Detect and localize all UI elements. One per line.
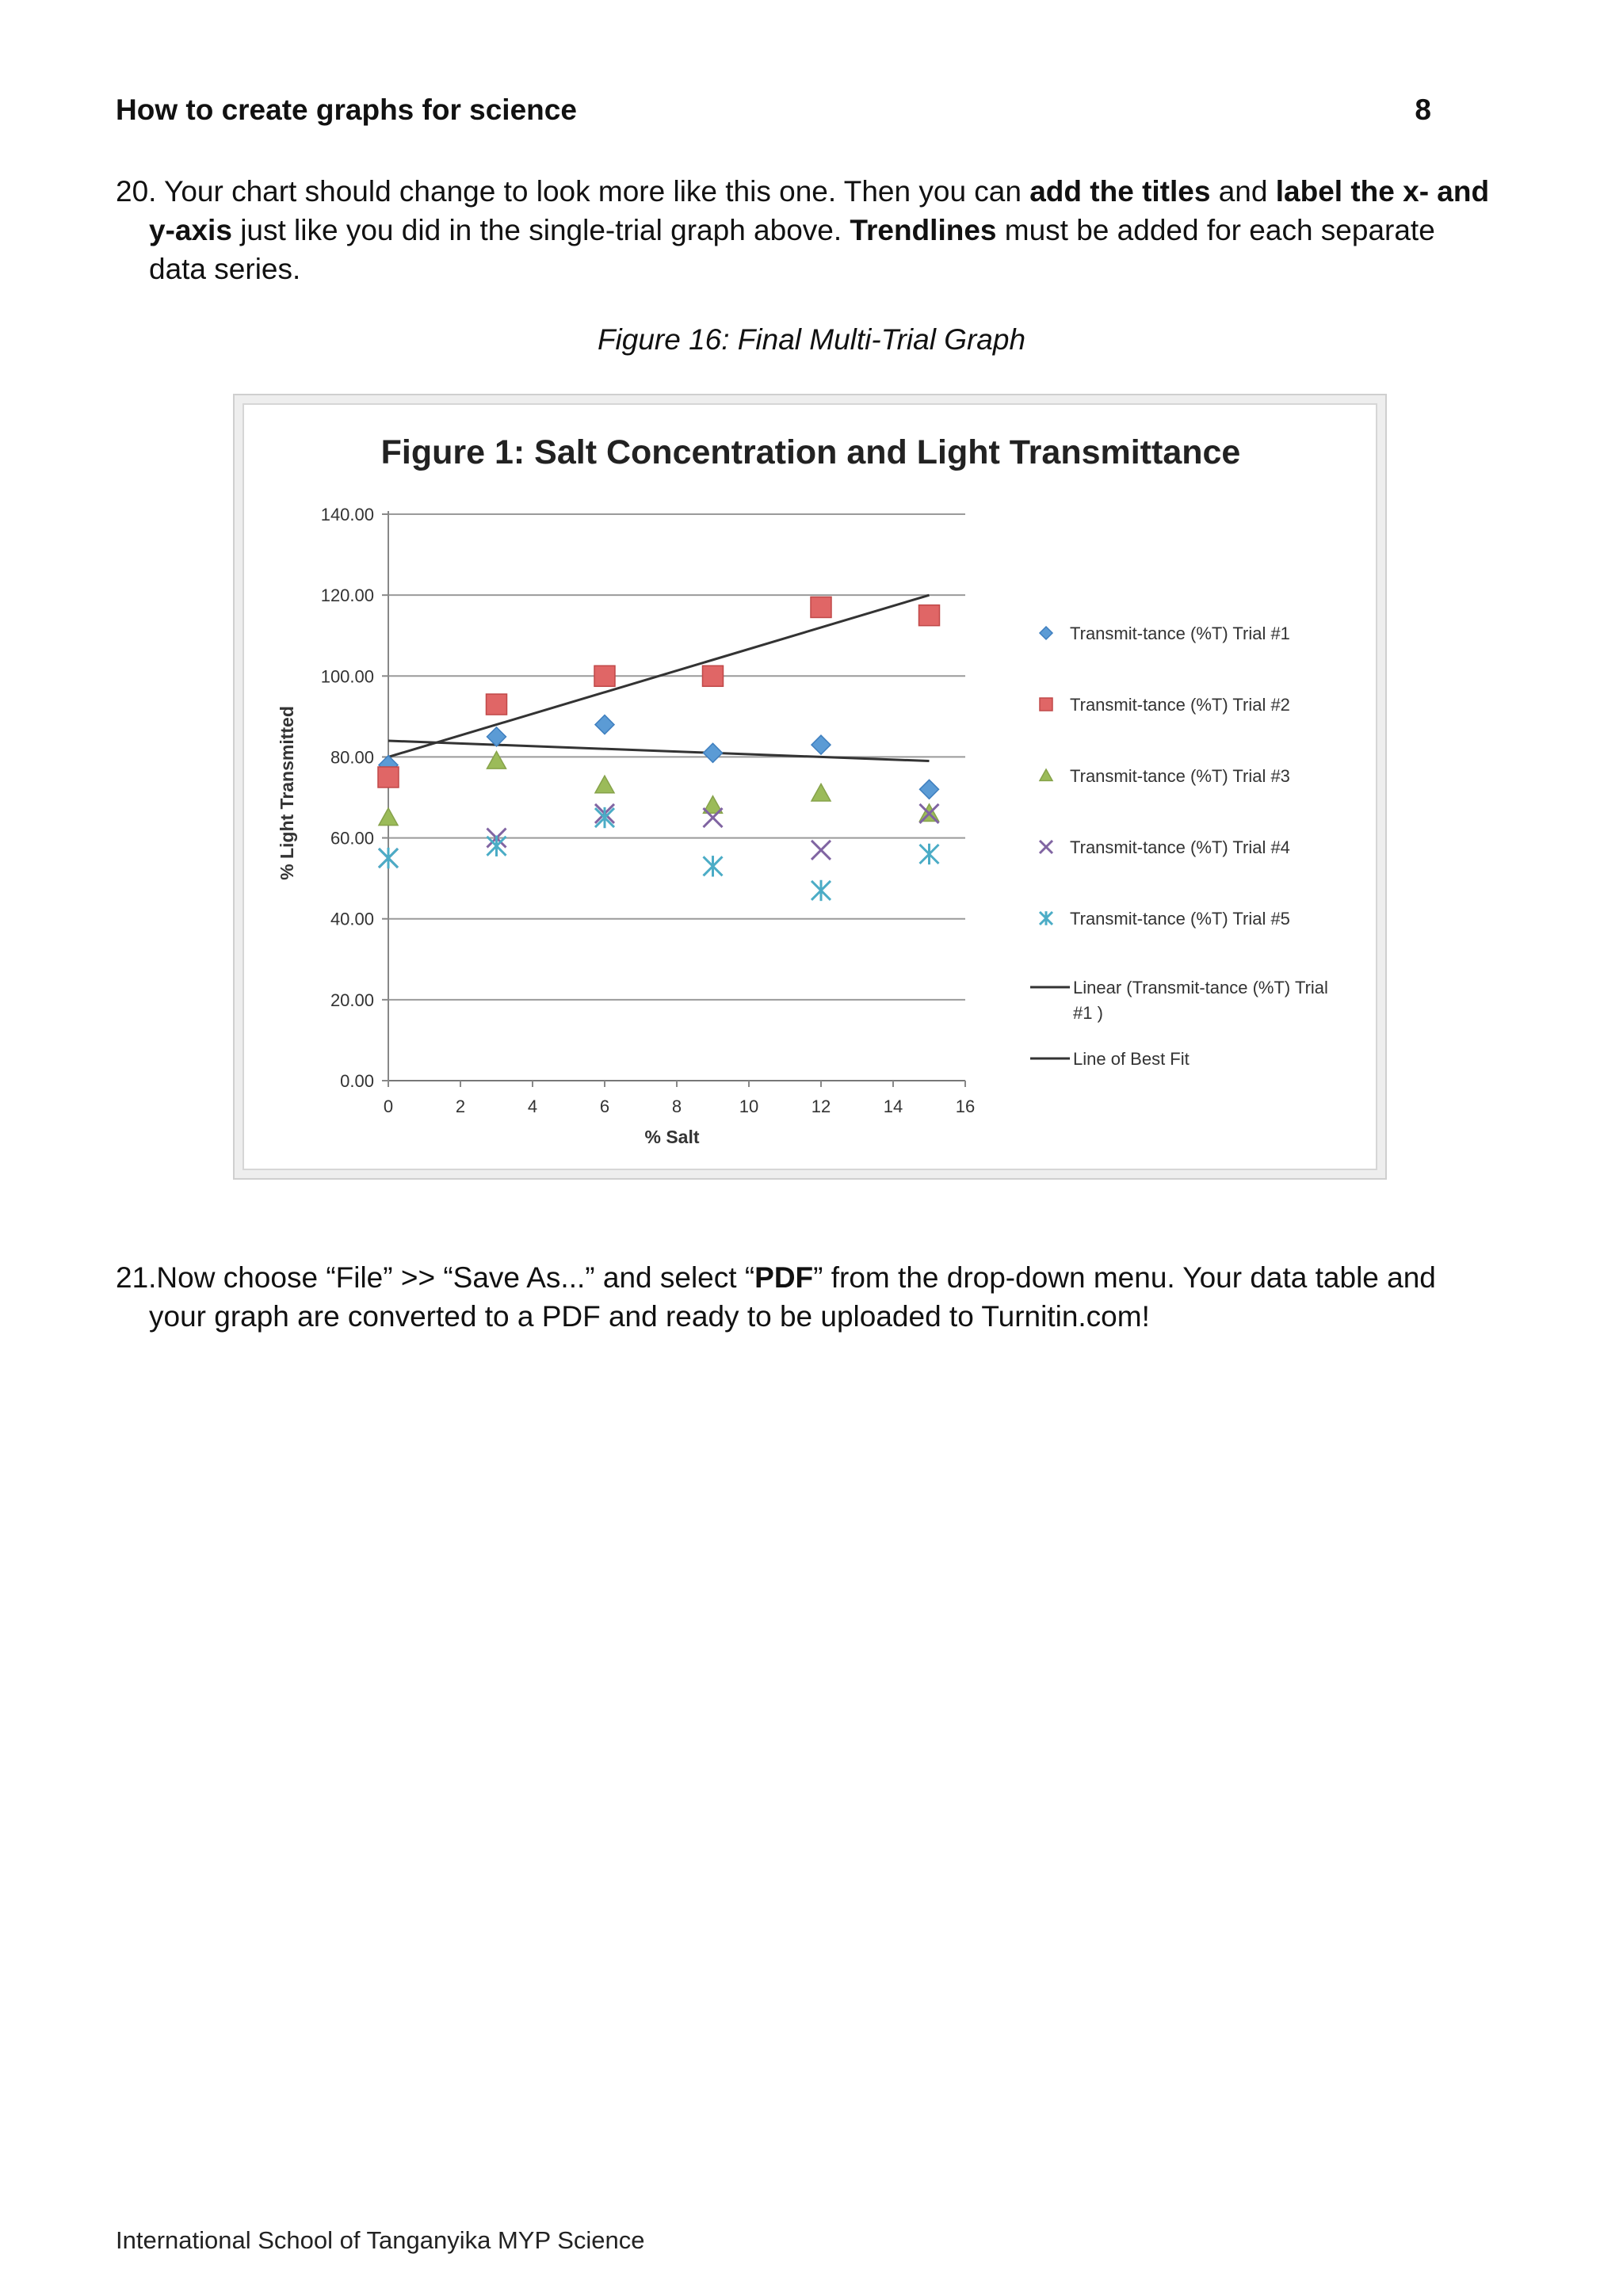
trendlines (388, 595, 930, 761)
x-tick-label: 14 (883, 1097, 903, 1116)
x-tick-label: 12 (811, 1097, 831, 1116)
square-marker (703, 666, 724, 686)
chart-title: Figure 1: Salt Concentration and Light Transmittance (380, 433, 1241, 471)
x-tick-label: 6 (599, 1097, 610, 1116)
square-marker (919, 605, 940, 626)
star-marker (812, 880, 831, 901)
text-run: 21.Now choose “File” >> “Save As...” and select “ (116, 1261, 755, 1294)
y-tick-label: 120.00 (320, 585, 374, 606)
x-marker (1040, 841, 1052, 853)
legend-label: Transmit-tance (%T) Trial #1 (1070, 624, 1290, 643)
text-run: just like you did in the single-trial graph above. (231, 214, 850, 246)
x-tick-label: 4 (527, 1097, 538, 1116)
star-marker (920, 844, 939, 864)
square-marker (594, 666, 615, 686)
diamond-marker (595, 715, 614, 734)
legend-label: Transmit-tance (%T) Trial #4 (1070, 837, 1290, 857)
star-marker (1040, 911, 1052, 925)
figure-caption: Figure 16: Final Multi-Trial Graph (597, 323, 1026, 356)
triangle-marker (379, 808, 398, 826)
y-tick-label: 20.00 (330, 990, 374, 1010)
square-marker (378, 767, 399, 788)
triangle-marker (812, 784, 831, 801)
trendline (388, 741, 930, 761)
legend-label-line: Linear (Transmit-tance (%T) Trial (1073, 978, 1328, 997)
step-20-paragraph (116, 172, 1518, 288)
text-run: 20. Your chart should change to look more like this one. Then you can (116, 175, 1030, 208)
x-tick-label: 0 (383, 1097, 394, 1116)
text-run: must be added for each separate (996, 214, 1435, 246)
legend-label: Line of Best Fit (1073, 1049, 1190, 1069)
step-20-line-1 (116, 172, 1518, 211)
legend-label: Transmit-tance (%T) Trial #3 (1070, 766, 1290, 786)
legend-label: Transmit-tance (%T) Trial #5 (1070, 909, 1290, 929)
bold-text: y-axis (149, 214, 232, 246)
legend-label (1073, 978, 1328, 1023)
x-tick-label: 16 (955, 1097, 976, 1116)
text-run: ” from the drop-down menu. Your data table and (813, 1261, 1436, 1294)
step-20-line-3: data series. (149, 253, 301, 285)
series-3-points (379, 752, 939, 826)
legend-label-line: #1 ) (1073, 1003, 1103, 1023)
page-number: 8 (1415, 93, 1431, 126)
y-tick-label: 60.00 (330, 828, 374, 849)
step-21-line-1 (116, 1258, 1518, 1297)
square-marker (1040, 698, 1052, 711)
diamond-marker (920, 780, 939, 799)
chart-area (242, 403, 1377, 1170)
star-marker (704, 856, 723, 876)
diamond-marker (812, 735, 831, 754)
scatter-chart (244, 405, 1379, 1172)
text-run: and (1210, 175, 1276, 208)
star-marker (595, 807, 614, 828)
x-axis-label: % Salt (644, 1127, 700, 1147)
page-footer: International School of Tanganyika MYP Science (116, 2226, 645, 2254)
document-title: How to create graphs for science (116, 93, 577, 126)
x-tick-label: 2 (455, 1097, 466, 1116)
page-header (116, 93, 1431, 138)
y-axis-label: % Light Transmitted (277, 706, 297, 880)
triangle-marker (487, 752, 506, 769)
grid-lines (388, 514, 965, 1081)
x-tick-label: 8 (671, 1097, 682, 1116)
legend-label: Transmit-tance (%T) Trial #2 (1070, 695, 1290, 715)
x-tick-label: 10 (739, 1097, 759, 1116)
chart-frame (233, 394, 1387, 1180)
square-marker (487, 694, 507, 715)
data-points (378, 597, 940, 901)
bold-text: Trendlines (850, 214, 997, 246)
square-marker (811, 597, 831, 617)
bold-text: add the titles (1029, 175, 1211, 208)
series-5-points (379, 807, 939, 901)
step-20-line-2 (116, 211, 1518, 250)
bold-text: PDF (754, 1261, 814, 1294)
triangle-marker (1040, 769, 1052, 780)
y-tick-label: 40.00 (330, 909, 374, 929)
y-tick-label: 0.00 (340, 1071, 374, 1091)
series-4-points (379, 804, 939, 868)
step-21-paragraph (116, 1258, 1518, 1336)
diamond-marker (704, 743, 723, 762)
axes (321, 505, 976, 1116)
triangle-marker (595, 776, 614, 793)
diamond-marker (1040, 627, 1052, 639)
chart-legend (1030, 624, 1328, 1069)
step-21-line-2: your graph are converted to a PDF and ready to be uploaded to Turnitin.com! (149, 1300, 1150, 1333)
bold-text: label the x- and (1275, 175, 1490, 208)
star-marker (379, 848, 398, 868)
x-marker (812, 841, 831, 860)
y-tick-label: 100.00 (320, 666, 374, 687)
y-tick-label: 80.00 (330, 747, 374, 768)
y-tick-label: 140.00 (320, 505, 374, 524)
